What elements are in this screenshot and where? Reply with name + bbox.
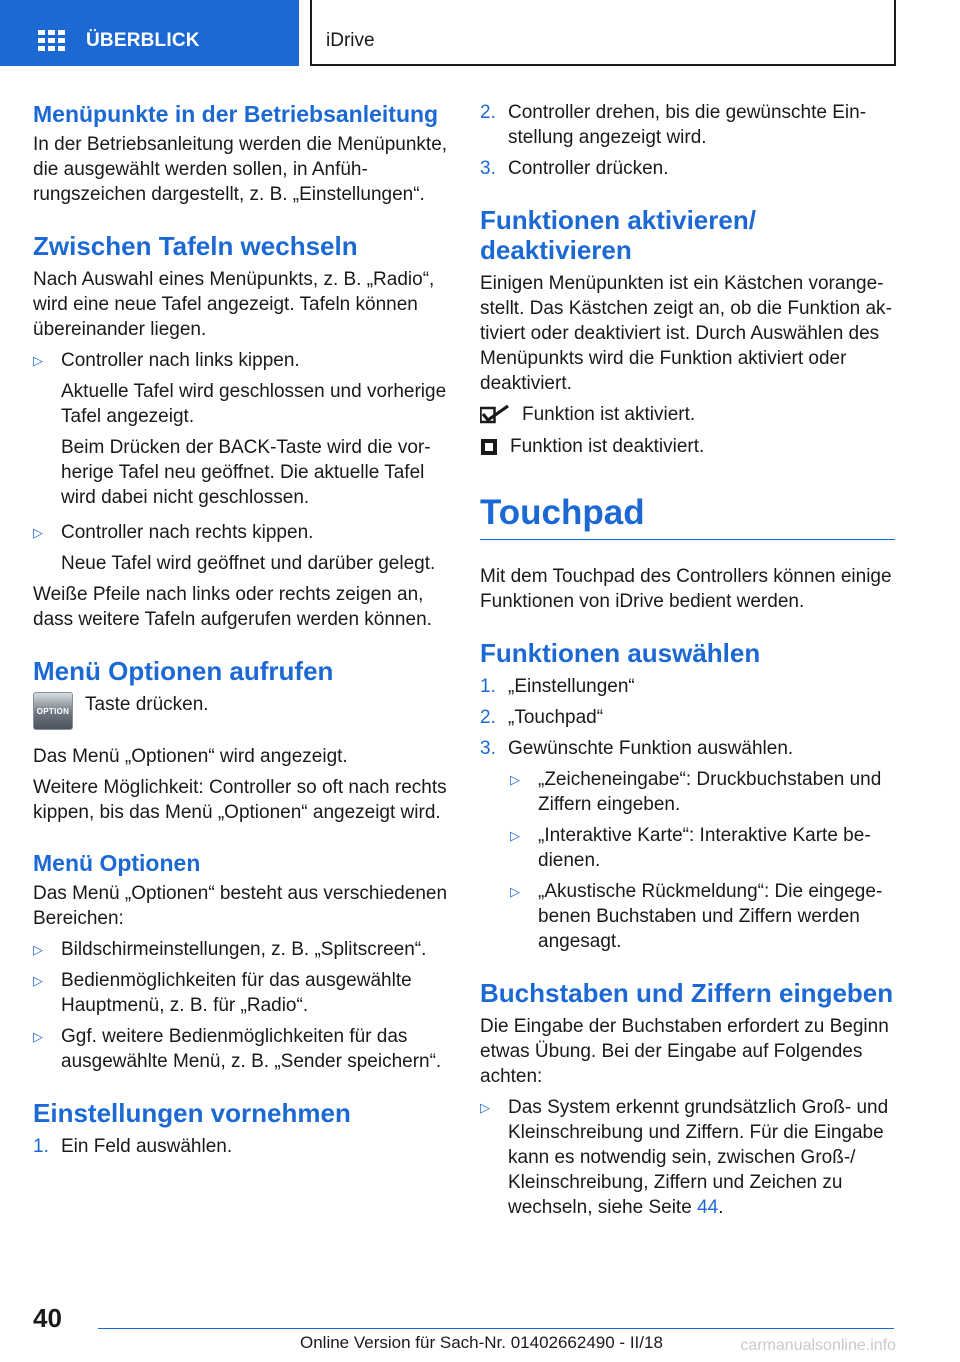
heading-menu-items: Menüpunkte in der Betriebsanleitung [33,101,439,127]
step-number: 2. [480,707,496,728]
option-button-row [33,692,448,736]
list-item: ▷ „Akustische Rückmeldung“: Die eingegebenen Buchstaben und Ziffern werden angesagt. [510,881,883,952]
chapter-title: iDrive [326,30,375,51]
step-number: 1. [33,1136,49,1157]
page-number: 40 [33,1303,62,1333]
paragraph-arrows: Weiße Pfeile nach links oder rechts zeigen an, dass weitere Tafeln aufgerufen werden können. [33,584,432,630]
list-item: 3. Controller drücken. [480,158,669,179]
paragraph-options-shown: Das Menü „Optionen“ wird angezeigt. [33,746,348,767]
list-item: ▷ „Zeicheneingabe“: Druckbuchstaben und Ziffern eingeben. [510,769,882,815]
list-item: 2. „Touchpad“ [480,707,604,728]
bullet-detail: Aktuelle Tafel wird geschlossen und vorherige Tafel angezeigt. [61,381,447,427]
list-item: 2. Controller drehen, bis die gewünschte Einstellung angezeigt wird. [480,102,867,148]
list-item: ▷ „Interaktive Karte“: Interaktive Karte bedienen. [510,825,871,871]
unchecked-box-icon [481,439,497,455]
heading-letters-digits: Buchstaben und Ziffern eingeben [480,978,894,1008]
paragraph-letters: Die Eingabe der Buchstaben erfordert zu Beginn etwas Übung. Bei der Eingabe auf Folgendes achten: [480,1016,889,1087]
bullet-detail: Neue Tafel wird geöffnet und darüber gelegt. [61,553,436,574]
step-number: 2. [480,102,496,123]
chapter-header [310,0,896,66]
section-tab[interactable] [0,0,299,66]
option-press-text: Taste drücken. [85,694,209,715]
option-button-icon: OPTION [33,692,73,730]
checked-box-icon [480,405,510,425]
triangle-bullet-icon: ▷ [480,1100,490,1115]
step-number: 1. [480,676,496,697]
list-item: ▷ Bedienmöglichkeiten für das ausgewählte Hauptmenü, z. B. für „Radio“. [33,970,412,1016]
paragraph-options-alt: Weitere Möglichkeit: Controller so oft nach rechts kippen, bis das Menü „Optionen“ angezeigt wird. [33,777,447,823]
heading-select-functions: Funktionen auswählen [480,638,761,668]
step-number: 3. [480,158,496,179]
heading-activate: Funktionen aktivieren/ deaktivieren [480,205,756,265]
heading-settings: Einstellungen vornehmen [33,1098,351,1128]
grid-icon [38,30,66,52]
triangle-bullet-icon: ▷ [33,353,43,368]
list-item: 3. Gewünschte Funktion auswählen. [480,738,794,759]
triangle-bullet-icon: ▷ [33,942,43,957]
bullet-detail: Beim Drücken der BACK-Taste wird die vorherige Tafel neu geöffnet. Die aktuelle Tafel wird dabei nicht geschlossen. [61,437,431,508]
triangle-bullet-icon: ▷ [33,525,43,540]
paragraph-menu-items: In der Betriebsanleitung werden die Menüpunkte, die ausgewählt werden sollen, in Anführungszeichen dargestellt, z. B. „Einstellungen“. [33,134,448,205]
list-item: ▷ Ggf. weitere Bedienmöglichkeiten für das ausgewählte Menü, z. B. „Sender speichern“. [33,1026,442,1072]
paragraph-options-menu: Das Menü „Optionen“ besteht aus verschiedenen Bereichen: [33,883,448,929]
step-number: 3. [480,738,496,759]
heading-options-menu-areas: Menü Optionen [33,850,201,876]
list-item: 1. „Einstellungen“ [480,676,635,697]
list-item: 1. Ein Feld auswählen. [33,1136,233,1157]
page-reference-link[interactable]: 44 [697,1197,719,1218]
heading-touchpad: Touchpad [480,491,895,540]
triangle-bullet-icon: ▷ [510,772,520,787]
left-column [33,100,448,1165]
triangle-bullet-icon: ▷ [33,973,43,988]
heading-options-menu: Menü Optionen aufrufen [33,656,334,686]
paragraph-touchpad: Mit dem Touchpad des Controllers können einige Funktionen von iDrive bedient werden. [480,566,892,612]
footer-divider [98,1328,894,1329]
online-version-text: Online Version für Sach-Nr. 01402662490 - II/18 [300,1333,663,1352]
list-item: ▷ Das System erkennt grundsätzlich Groß- und Kleinschreibung und Ziffern. Für die Eingabe kann es notwendig sein, zwischen Groß-/ Kleinschreibung, Ziffern und Zeichen zu wechseln, siehe Seite 44. [480,1097,889,1218]
paragraph-switch-panels: Nach Auswahl eines Menüpunkts, z. B. „Radio“, wird eine neue Tafel angezeigt. Tafeln können übereinander liegen. [33,269,435,340]
right-column [480,100,895,1226]
watermark: carmanualsonline.info [740,1337,896,1354]
heading-switch-panels: Zwischen Tafeln wechseln [33,231,358,261]
triangle-bullet-icon: ▷ [33,1029,43,1044]
section-tab-label: ÜBERBLICK [86,30,200,51]
deactivated-row: Funktion ist deaktiviert. [480,434,895,459]
list-item: ▷ Controller nach links kippen. [33,350,300,371]
paragraph-activate: Einigen Menüpunkten ist ein Kästchen vorangestellt. Das Kästchen zeigt an, ob die Funktion aktiviert oder deaktiviert ist. Durch Auswählen des Menüpunkts wird die Funktion aktiviert oder deaktiviert. [480,273,892,394]
triangle-bullet-icon: ▷ [510,884,520,899]
list-item: ▷ Bildschirmeinstellungen, z. B. „Splitscreen“. [33,939,427,960]
triangle-bullet-icon: ▷ [510,828,520,843]
activated-row: Funktion ist aktiviert. [480,402,895,427]
list-item: ▷ Controller nach rechts kippen. [33,522,314,543]
